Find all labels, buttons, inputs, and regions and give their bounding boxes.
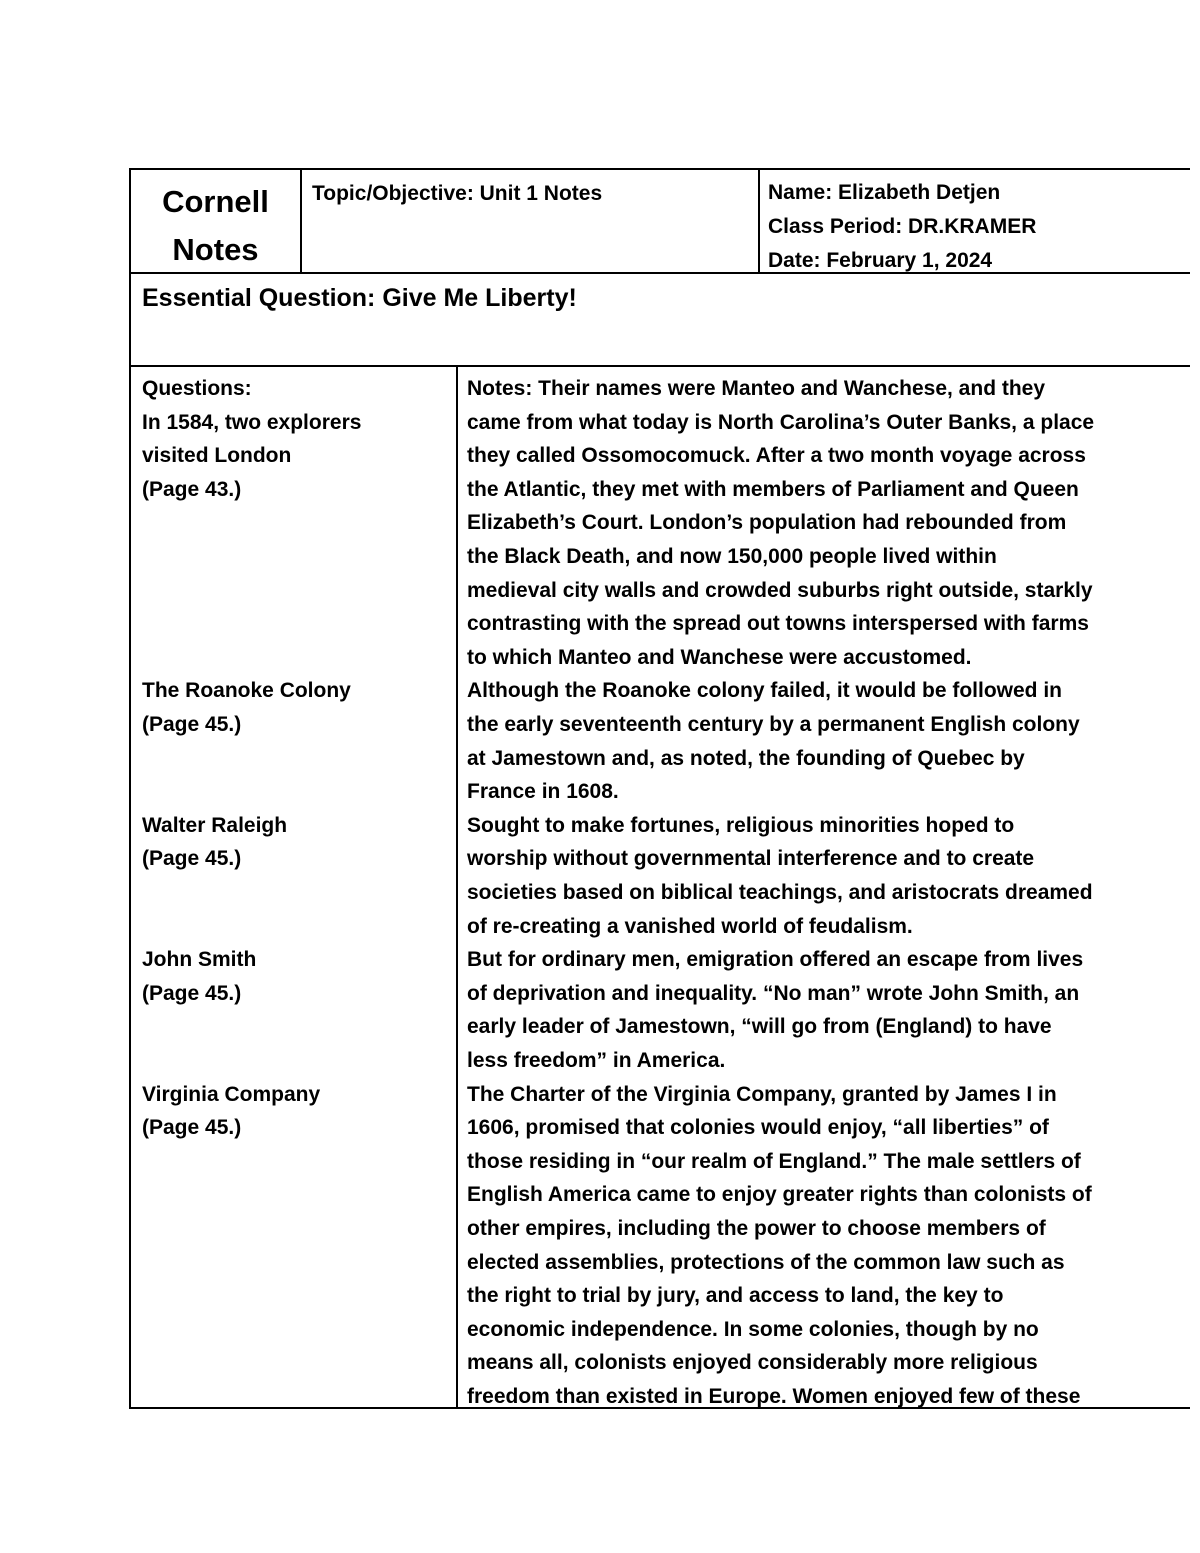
note-line: freedom than existed in Europe. Women enjoyed few of these	[467, 1384, 1081, 1407]
note-block	[467, 809, 1182, 943]
notes-body	[131, 367, 1190, 1407]
question-line: Virginia Company	[142, 1082, 321, 1106]
note-line: the Black Death, and now 150,000 people lived within	[467, 544, 997, 568]
note-line: means all, colonists enjoyed considerably more religious	[467, 1351, 1038, 1375]
question-line: John Smith	[142, 948, 257, 972]
note-line: came from what today is North Carolina’s Outer Banks, a place	[467, 410, 1095, 434]
note-block	[467, 674, 1182, 808]
topic-cell	[302, 170, 760, 272]
note-line: The Charter of the Virginia Company, granted by James I in	[467, 1082, 1057, 1106]
note-line: to which Manteo and Wanchese were accustomed.	[467, 645, 972, 669]
question-line: In 1584, two explorers	[142, 410, 362, 434]
essential-question-text: Essential Question: Give Me Liberty!	[142, 284, 577, 312]
topic-text: Topic/Objective: Unit 1 Notes	[312, 182, 603, 205]
note-line: Sought to make fortunes, religious minorities hoped to	[467, 813, 1015, 837]
essential-question	[131, 274, 1190, 367]
note-line: other empires, including the power to choose members of	[467, 1216, 1046, 1240]
title-cell	[131, 170, 302, 272]
note-line: societies based on biblical teachings, and aristocrats dreamed	[467, 880, 1093, 904]
note-line: France in 1608.	[467, 780, 619, 804]
note-line: early leader of Jamestown, “will go from (England) to have	[467, 1015, 1052, 1039]
note-block	[467, 943, 1182, 1077]
note-line: those residing in “our realm of England.” The male settlers of	[467, 1149, 1081, 1173]
note-line: But for ordinary men, emigration offered an escape from lives	[467, 948, 1084, 972]
question-item	[142, 406, 445, 675]
question-item	[142, 674, 445, 808]
question-item	[142, 943, 445, 1077]
question-item	[142, 809, 445, 943]
note-line: worship without governmental interference and to create	[467, 847, 1035, 871]
note-line: English America came to enjoy greater rights than colonists of	[467, 1183, 1092, 1207]
cornell-notes-sheet	[129, 168, 1190, 1409]
question-line: visited London	[142, 444, 292, 468]
note-line: the Atlantic, they met with members of Parliament and Queen	[467, 477, 1079, 501]
note-line: at Jamestown and, as noted, the founding of Quebec by	[467, 746, 1025, 770]
question-line: The Roanoke Colony	[142, 679, 351, 703]
note-line: they called Ossomocomuck. After a two month voyage across	[467, 444, 1086, 468]
questions-column	[131, 367, 458, 1407]
note-line: the right to trial by jury, and access to land, the key to	[467, 1284, 1004, 1308]
question-line: Walter Raleigh	[142, 813, 288, 837]
question-line: (Page 43.)	[142, 477, 242, 501]
note-block	[467, 1078, 1182, 1407]
notes-column	[458, 367, 1190, 1407]
class-period: Class Period: DR.KRAMER	[768, 215, 1037, 238]
note-line: contrasting with the spread out towns interspersed with farms	[467, 612, 1089, 636]
question-item	[142, 1078, 445, 1414]
date: Date: February 1, 2024	[768, 249, 993, 272]
question-line: (Page 45.)	[142, 981, 242, 1005]
question-line: (Page 45.)	[142, 712, 242, 736]
note-line: 1606, promised that colonies would enjoy, “all liberties” of	[467, 1116, 1049, 1140]
questions-heading: Questions:	[142, 377, 252, 400]
note-block	[467, 372, 1182, 674]
question-line: (Page 45.)	[142, 1116, 242, 1140]
student-info-cell	[760, 170, 1190, 272]
student-name: Name: Elizabeth Detjen	[768, 181, 1001, 204]
note-line: Notes: Their names were Manteo and Wanchese, and they	[467, 377, 1046, 400]
note-line: Although the Roanoke colony failed, it would be followed in	[467, 679, 1062, 703]
note-line: medieval city walls and crowded suburbs right outside, starkly	[467, 578, 1093, 602]
note-line: of deprivation and inequality. “No man” wrote John Smith, an	[467, 981, 1080, 1005]
note-line: less freedom” in America.	[467, 1048, 726, 1072]
title-line-1: Cornell	[162, 184, 269, 219]
note-line: economic independence. In some colonies, though by no	[467, 1317, 1039, 1341]
note-line: elected assemblies, protections of the common law such as	[467, 1250, 1065, 1274]
question-line: (Page 45.)	[142, 847, 242, 871]
header-row	[131, 170, 1190, 274]
note-line: Elizabeth’s Court. London’s population had rebounded from	[467, 511, 1067, 535]
title-line-2: Notes	[172, 232, 259, 267]
note-line: the early seventeenth century by a permanent English colony	[467, 712, 1080, 736]
note-line: of re-creating a vanished world of feudalism.	[467, 914, 913, 938]
